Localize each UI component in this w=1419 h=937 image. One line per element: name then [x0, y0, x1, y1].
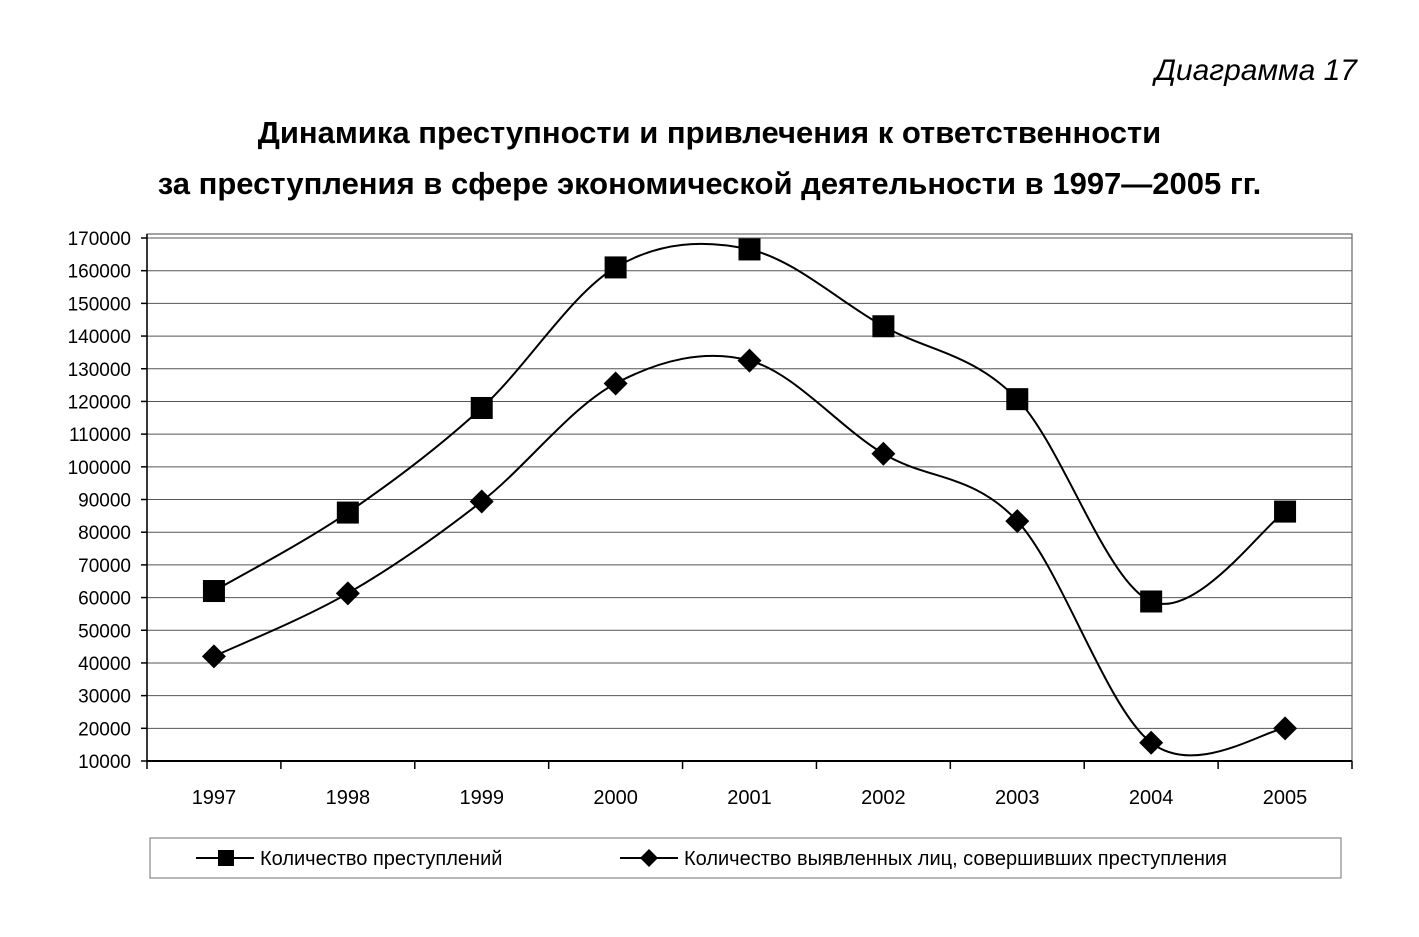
- y-tick-label: 140000: [67, 327, 131, 349]
- y-tick-label: 110000: [69, 425, 131, 447]
- y-tick-label: 100000: [67, 457, 131, 479]
- x-tick-label: 2003: [995, 787, 1040, 809]
- y-tick-label: 160000: [67, 261, 131, 283]
- y-tick-label: 90000: [78, 490, 131, 512]
- y-tick-label: 70000: [78, 555, 131, 577]
- y-tick-label: 120000: [67, 392, 131, 414]
- diagram-number: Диаграмма 17: [1154, 54, 1357, 87]
- diamond-marker: [202, 644, 226, 668]
- x-tick-label: 1997: [191, 787, 237, 809]
- series: [202, 238, 1297, 755]
- axes: [68, 229, 1352, 809]
- square-marker: [1140, 590, 1162, 612]
- x-tick-label: 2002: [861, 787, 906, 809]
- y-tick-label: 20000: [78, 719, 131, 741]
- x-tick-label: 1998: [325, 787, 371, 809]
- x-tick-label: 2005: [1262, 787, 1308, 809]
- legend: [150, 838, 1341, 878]
- x-tick-label: 1999: [459, 787, 504, 809]
- series-line-1: [214, 244, 1285, 604]
- legend-square-marker: [218, 850, 234, 866]
- square-marker: [739, 238, 761, 260]
- y-tick-label: 10000: [78, 752, 131, 773]
- x-tick-label: 2001: [727, 787, 772, 809]
- grid-lines: [147, 238, 1352, 761]
- chart-title-line-1: Динамика преступности и привлечения к ответственности: [257, 115, 1162, 150]
- square-marker: [1274, 501, 1296, 523]
- legend-label: Количество преступлений: [260, 848, 503, 870]
- diamond-marker: [470, 489, 494, 513]
- diamond-marker: [604, 371, 628, 395]
- square-marker: [1006, 388, 1028, 410]
- x-tick-label: 2000: [593, 787, 638, 809]
- y-tick-label: 150000: [67, 294, 131, 316]
- plot-frame: [147, 234, 1352, 761]
- square-marker: [203, 580, 225, 602]
- y-tick-label: 60000: [78, 588, 131, 610]
- chart-title-line-2: за преступления в сфере экономической деятельности в 1997—2005 гг.: [157, 166, 1262, 201]
- square-marker: [872, 315, 894, 337]
- x-tick-label: 2004: [1128, 787, 1174, 809]
- y-tick-label: 130000: [67, 359, 131, 381]
- y-tick-label: 170000: [67, 229, 131, 250]
- square-marker: [605, 256, 627, 278]
- diamond-marker: [1273, 716, 1297, 740]
- legend-label: Количество выявленных лиц, совершивших преступления: [684, 848, 1227, 870]
- square-marker: [337, 502, 359, 524]
- diamond-marker: [336, 581, 360, 605]
- diamond-marker: [871, 442, 895, 466]
- y-tick-label: 30000: [78, 686, 131, 708]
- y-tick-label: 50000: [78, 621, 131, 643]
- y-tick-label: 40000: [78, 653, 131, 675]
- square-marker: [471, 397, 493, 419]
- y-tick-label: 80000: [78, 523, 131, 545]
